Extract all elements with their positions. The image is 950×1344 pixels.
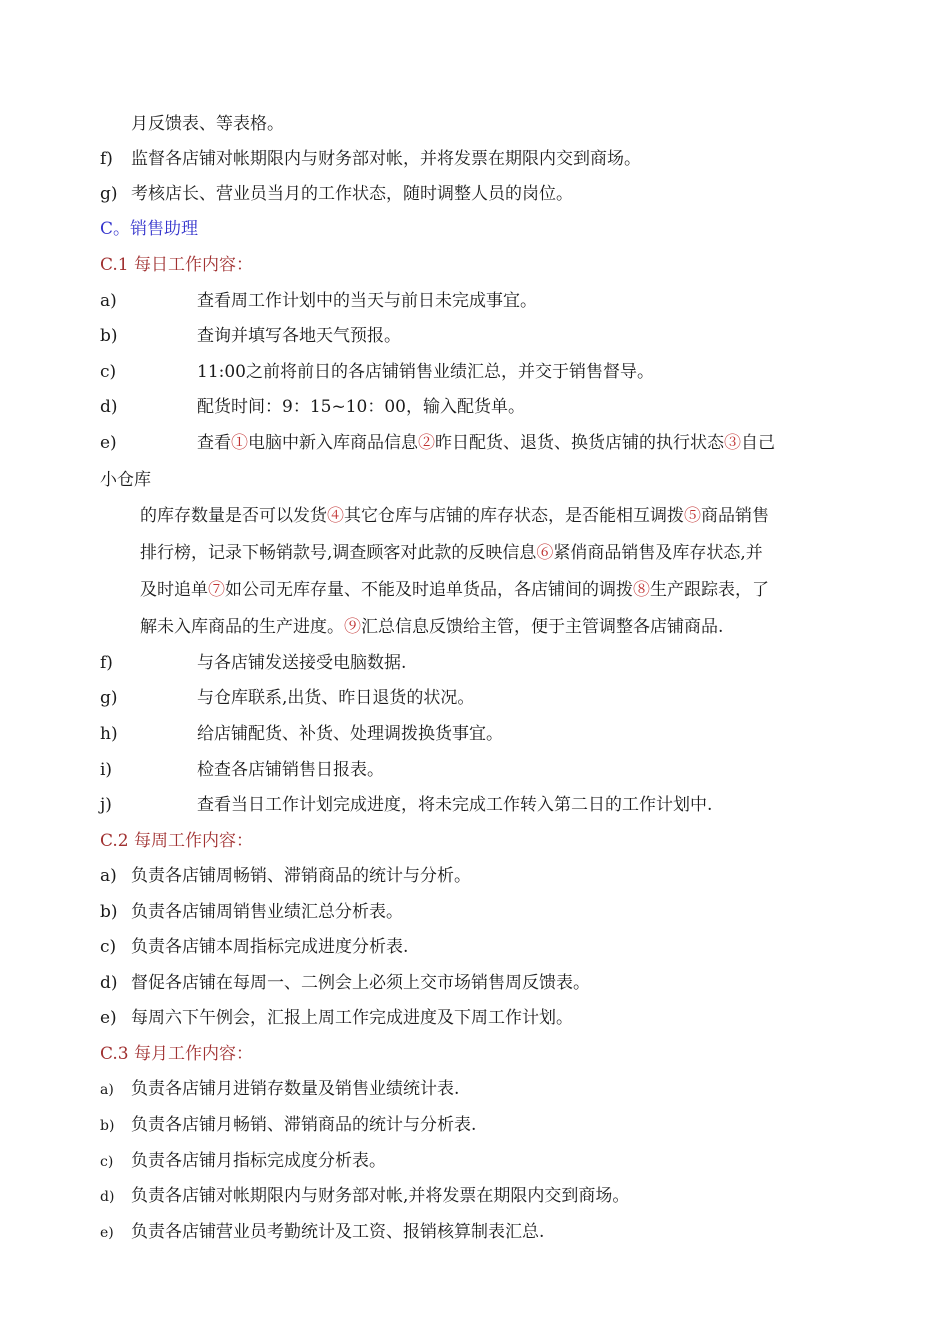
list-item	[100, 1113, 476, 1138]
list-item-text: 负责各店铺周畅销、滞销商品的统计与分析。	[131, 866, 471, 886]
list-item-text: 11:00之前将前日的各店铺销售业绩汇总，并交于销售督导。	[197, 362, 654, 382]
list-marker: c)	[100, 362, 117, 382]
text-run: 及时追单	[140, 580, 208, 600]
circled-number: ③	[724, 433, 741, 453]
list-item-text: 给店铺配货、补货、处理调拨换货事宜。	[197, 724, 503, 744]
list-marker: a)	[100, 1082, 114, 1098]
list-item-text: 查看当日工作计划完成进度，将未完成工作转入第二日的工作计划中.	[197, 795, 713, 815]
list-marker: g)	[100, 688, 118, 708]
subsection-heading: C.1 每日工作内容：	[100, 255, 254, 275]
text-run: 查看	[197, 433, 231, 453]
list-item	[100, 722, 503, 746]
paragraph-text: 月反馈表、等表格。	[131, 114, 284, 134]
list-item	[100, 900, 403, 924]
list-item	[100, 864, 471, 888]
continued-text	[131, 112, 284, 136]
list-item-text: 负责各店铺营业员考勤统计及工资、报销核算制表汇总.	[131, 1222, 545, 1242]
list-item-text: 负责各店铺对帐期限内与财务部对帐,并将发票在期限内交到商场。	[131, 1186, 630, 1206]
list-item	[100, 651, 406, 675]
list-item-text: 考核店长、营业员当月的工作状态，随时调整人员的岗位。	[131, 184, 573, 204]
list-marker: d)	[100, 397, 118, 417]
list-item-text: 检查各店铺销售日报表。	[197, 760, 384, 780]
list-marker: h)	[100, 724, 118, 744]
list-item	[100, 147, 641, 171]
circled-number: ⑨	[344, 617, 361, 637]
list-marker: j)	[100, 795, 112, 815]
list-marker: d)	[100, 1189, 115, 1205]
circled-number: ⑤	[684, 506, 701, 526]
list-item-text: 负责各店铺月指标完成度分析表。	[131, 1151, 386, 1171]
paragraph-line	[140, 504, 769, 528]
list-item	[100, 1184, 629, 1209]
list-marker: a)	[100, 866, 117, 886]
text-run: 解未入库商品的生产进度。	[140, 617, 344, 637]
list-item	[100, 289, 537, 313]
list-marker: i)	[100, 760, 113, 780]
list-item-text: 配货时间：9：15~10：00，输入配货单。	[197, 397, 525, 417]
list-item	[100, 758, 384, 782]
paragraph-line	[140, 615, 723, 639]
circled-number: ⑥	[536, 543, 554, 563]
list-item-text: 负责各店铺月畅销、滞销商品的统计与分析表.	[131, 1115, 477, 1135]
list-item	[100, 431, 775, 455]
list-marker: g)	[100, 184, 118, 204]
paragraph-text: 小仓库	[100, 470, 151, 490]
text-run: 电脑中新入库商品信息	[248, 433, 418, 453]
list-marker: b)	[100, 1118, 115, 1134]
list-marker: c)	[100, 1154, 114, 1170]
text-run: 的库存数量是否可以发货	[140, 506, 327, 526]
list-marker: f)	[100, 149, 113, 169]
list-item-text: 与仓库联系,出货、昨日退货的状况。	[197, 688, 475, 708]
list-item	[100, 686, 474, 710]
text-run: 排行榜，记录下畅销款号,调查顾客对此款的反映信息	[140, 543, 537, 563]
list-item-text: 负责各店铺本周指标完成进度分析表.	[131, 937, 409, 957]
section-heading: C。销售助理	[100, 219, 199, 239]
list-item	[100, 935, 408, 959]
circled-number: ①	[231, 433, 248, 453]
list-item-text: 负责各店铺周销售业绩汇总分析表。	[131, 902, 403, 922]
list-marker: e)	[100, 1225, 114, 1241]
list-item-text: 负责各店铺月进销存数量及销售业绩统计表.	[131, 1079, 460, 1099]
list-item-text: 每周六下午例会，汇报上周工作完成进度及下周工作计划。	[131, 1008, 573, 1028]
list-item	[100, 1077, 459, 1102]
list-item-text: 与各店铺发送接受电脑数据.	[197, 653, 407, 673]
text-run: 如公司无库存量、不能及时追单货品，各店铺间的调拨	[225, 580, 633, 600]
list-item-text: 查看周工作计划中的当天与前日未完成事宜。	[197, 291, 537, 311]
subsection-heading: C.2 每周工作内容：	[100, 831, 254, 851]
subsection-heading: C.3 每月工作内容：	[100, 1044, 254, 1064]
list-marker: e)	[100, 1008, 117, 1028]
list-item	[100, 182, 573, 206]
text-run: 汇总信息反馈给主管，便于主管调整各店铺商品.	[361, 617, 724, 637]
list-marker: d)	[100, 973, 118, 993]
list-marker: f)	[100, 653, 113, 673]
text-run: 其它仓库与店铺的库存状态，是否能相互调拨	[344, 506, 684, 526]
list-marker: a)	[100, 291, 117, 311]
text-run: 商品销售	[701, 506, 769, 526]
list-item	[100, 324, 401, 348]
circled-number: ⑦	[208, 580, 225, 600]
text-run: 生产跟踪表，了	[650, 580, 769, 600]
circled-number: ⑧	[633, 580, 650, 600]
list-item	[100, 1149, 386, 1174]
circled-number: ②	[418, 433, 435, 453]
text-run: 自己	[741, 433, 775, 453]
list-item-text: 查询并填写各地天气预报。	[197, 326, 401, 346]
list-item	[100, 395, 525, 419]
paragraph-line	[140, 578, 769, 602]
list-marker: e)	[100, 433, 117, 453]
list-marker: c)	[100, 937, 117, 957]
list-item	[100, 360, 654, 384]
list-item	[100, 1006, 573, 1030]
circled-number: ④	[327, 506, 344, 526]
text-run: 紧俏商品销售及库存状态,并	[553, 543, 763, 563]
text-run: 昨日配货、退货、换货店铺的执行状态	[435, 433, 724, 453]
list-item	[100, 1220, 544, 1245]
list-item-text: 督促各店铺在每周一、二例会上必须上交市场销售周反馈表。	[131, 973, 590, 993]
list-marker: b)	[100, 326, 118, 346]
paragraph-line	[140, 541, 763, 565]
list-item	[100, 793, 712, 817]
list-marker: b)	[100, 902, 118, 922]
list-item-text: 监督各店铺对帐期限内与财务部对帐，并将发票在期限内交到商场。	[131, 149, 641, 169]
list-item	[100, 971, 590, 995]
